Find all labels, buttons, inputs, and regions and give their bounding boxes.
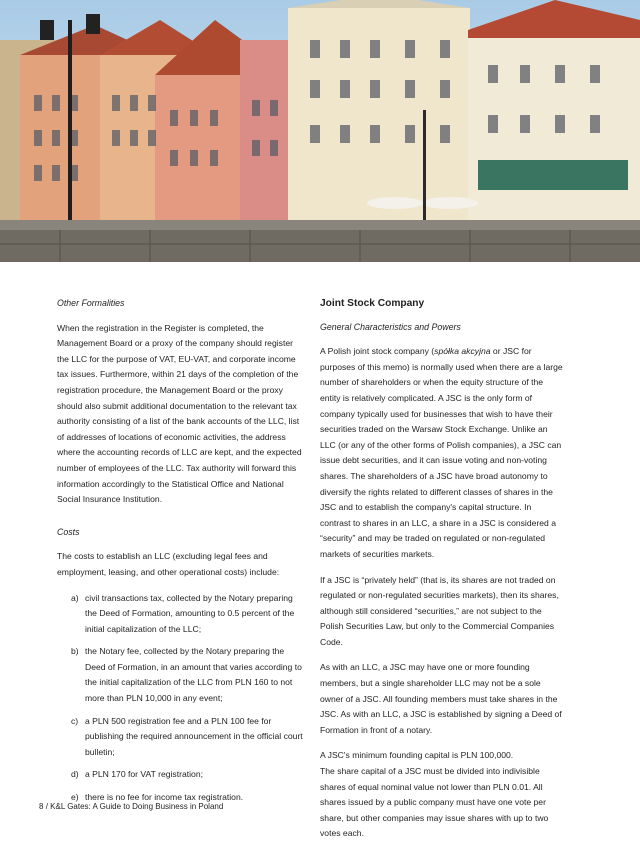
jsc-p1-before: A Polish joint stock company ( <box>320 346 435 357</box>
list-item <box>57 714 303 761</box>
jsc-p4-line2: The share capital of a JSC must be divided into indivisible shares of equal nominal value not lower than PLN 0.01. All shares issued by a public company must have one vote per share, but other companies may issue shares with up to two votes each. <box>320 766 549 839</box>
page-footer <box>39 802 223 811</box>
list-item-text: there is no fee for income tax registration. <box>85 792 244 803</box>
footer-title: K&L Gates: A Guide to Doing Business in Poland <box>50 802 224 811</box>
jsc-heading: Joint Stock Company <box>320 298 425 309</box>
list-item-text: civil transactions tax, collected by the Notary preparing the Deed of Formation, amounting to 0.5 percent of the initial capitalization of the LLC; <box>85 592 295 634</box>
list-marker: b) <box>71 646 79 657</box>
jsc-paragraph-2: If a JSC is “privately held” (that is, its shares are not traded on regulated or non-regulated securities markets), then its shares, although still considered “securities,” are not subject to the Polish Securities Law, but only to the Commercial Companies Code. <box>320 574 559 647</box>
other-formalities-text: When the registration in the Register is completed, the Management Board or a proxy of the company should register the LLC for the purpose of VAT, EU-VAT, and corporate income tax issues. Furthermore, within 21 days of the completion of the registration procedure, the Management Board or the proxy should also submit additional documentation to the relevant tax authority consisting of a list of the bank accounts of the LLC, list of addresses of locations of economic activities, the address where the accounting records of LLC are kept, and the expected number of employees of the LLC. Tax authority will forward this information accordingly to the Statistical Office and National Social Insurance Institution. <box>57 322 302 505</box>
jsc-paragraph-1 <box>320 344 564 562</box>
list-item <box>57 591 303 638</box>
costs-heading: Costs <box>57 526 80 537</box>
list-item <box>57 767 303 783</box>
jsc-p1-italic: spółka akcyjna <box>434 346 491 357</box>
left-column <box>57 296 303 813</box>
list-item-text: a PLN 500 registration fee and a PLN 100 fee for publishing the required announcement in the official court bulletin; <box>85 715 303 757</box>
other-formalities-heading: Other Formalities <box>57 298 125 308</box>
jsc-subheading: General Characteristics and Powers <box>320 321 461 332</box>
jsc-paragraph-3: As with an LLC, a JSC may have one or more founding members, but a single shareholder LLC may not be a sole owner of a JSC. All founding members must take shares in the JSC. As with an LLC, a JSC is established by signing a Deed of Formation in front of a notary. <box>320 662 562 735</box>
list-marker: a) <box>71 592 79 603</box>
townhouses-illustration <box>0 0 640 262</box>
footer-separator: / <box>45 802 48 811</box>
list-marker: e) <box>71 792 79 803</box>
list-marker: d) <box>71 769 79 780</box>
list-item-text: a PLN 170 for VAT registration; <box>85 769 203 780</box>
costs-intro: The costs to establish an LLC (excluding legal fees and employment, leasing, and other operational costs) include: <box>57 551 280 577</box>
header-photo <box>0 0 640 262</box>
list-item-text: the Notary fee, collected by the Notary preparing the Deed of Formation, in an amount that varies according to the initial capitalization of the LLC from PLN 160 to not more than PLN 10,000 in any event; <box>85 646 302 704</box>
jsc-p1-after: or JSC for purposes of this memo) is normally used when there are a large number of shareholders or when the equity structure of the entity is relatively complicated. A JSC is the only form of company typically used for businesses that wish to have their securities traded on the Warsaw Stock Exchange. Unlike an LLC (or any of the other forms of Polish companies), a JSC can issue debt securities, and it can issue voting and non-voting shares. The shareholders of a JSC have broad autonomy to diversify the rights related to different classes of shares in the JSC and to establish the company's capital structure. In contrast to shares in an LLC, a share in a JSC is considered a “security” and may be traded on regulated or non-regulated markets of securities markets. <box>320 346 563 559</box>
costs-list <box>57 591 303 806</box>
jsc-p4-line1: A JSC's minimum founding capital is PLN 100,000. <box>320 750 514 761</box>
list-item <box>57 644 303 706</box>
page-number: 8 <box>39 802 44 811</box>
list-marker: c) <box>71 715 79 726</box>
right-column <box>320 296 564 852</box>
